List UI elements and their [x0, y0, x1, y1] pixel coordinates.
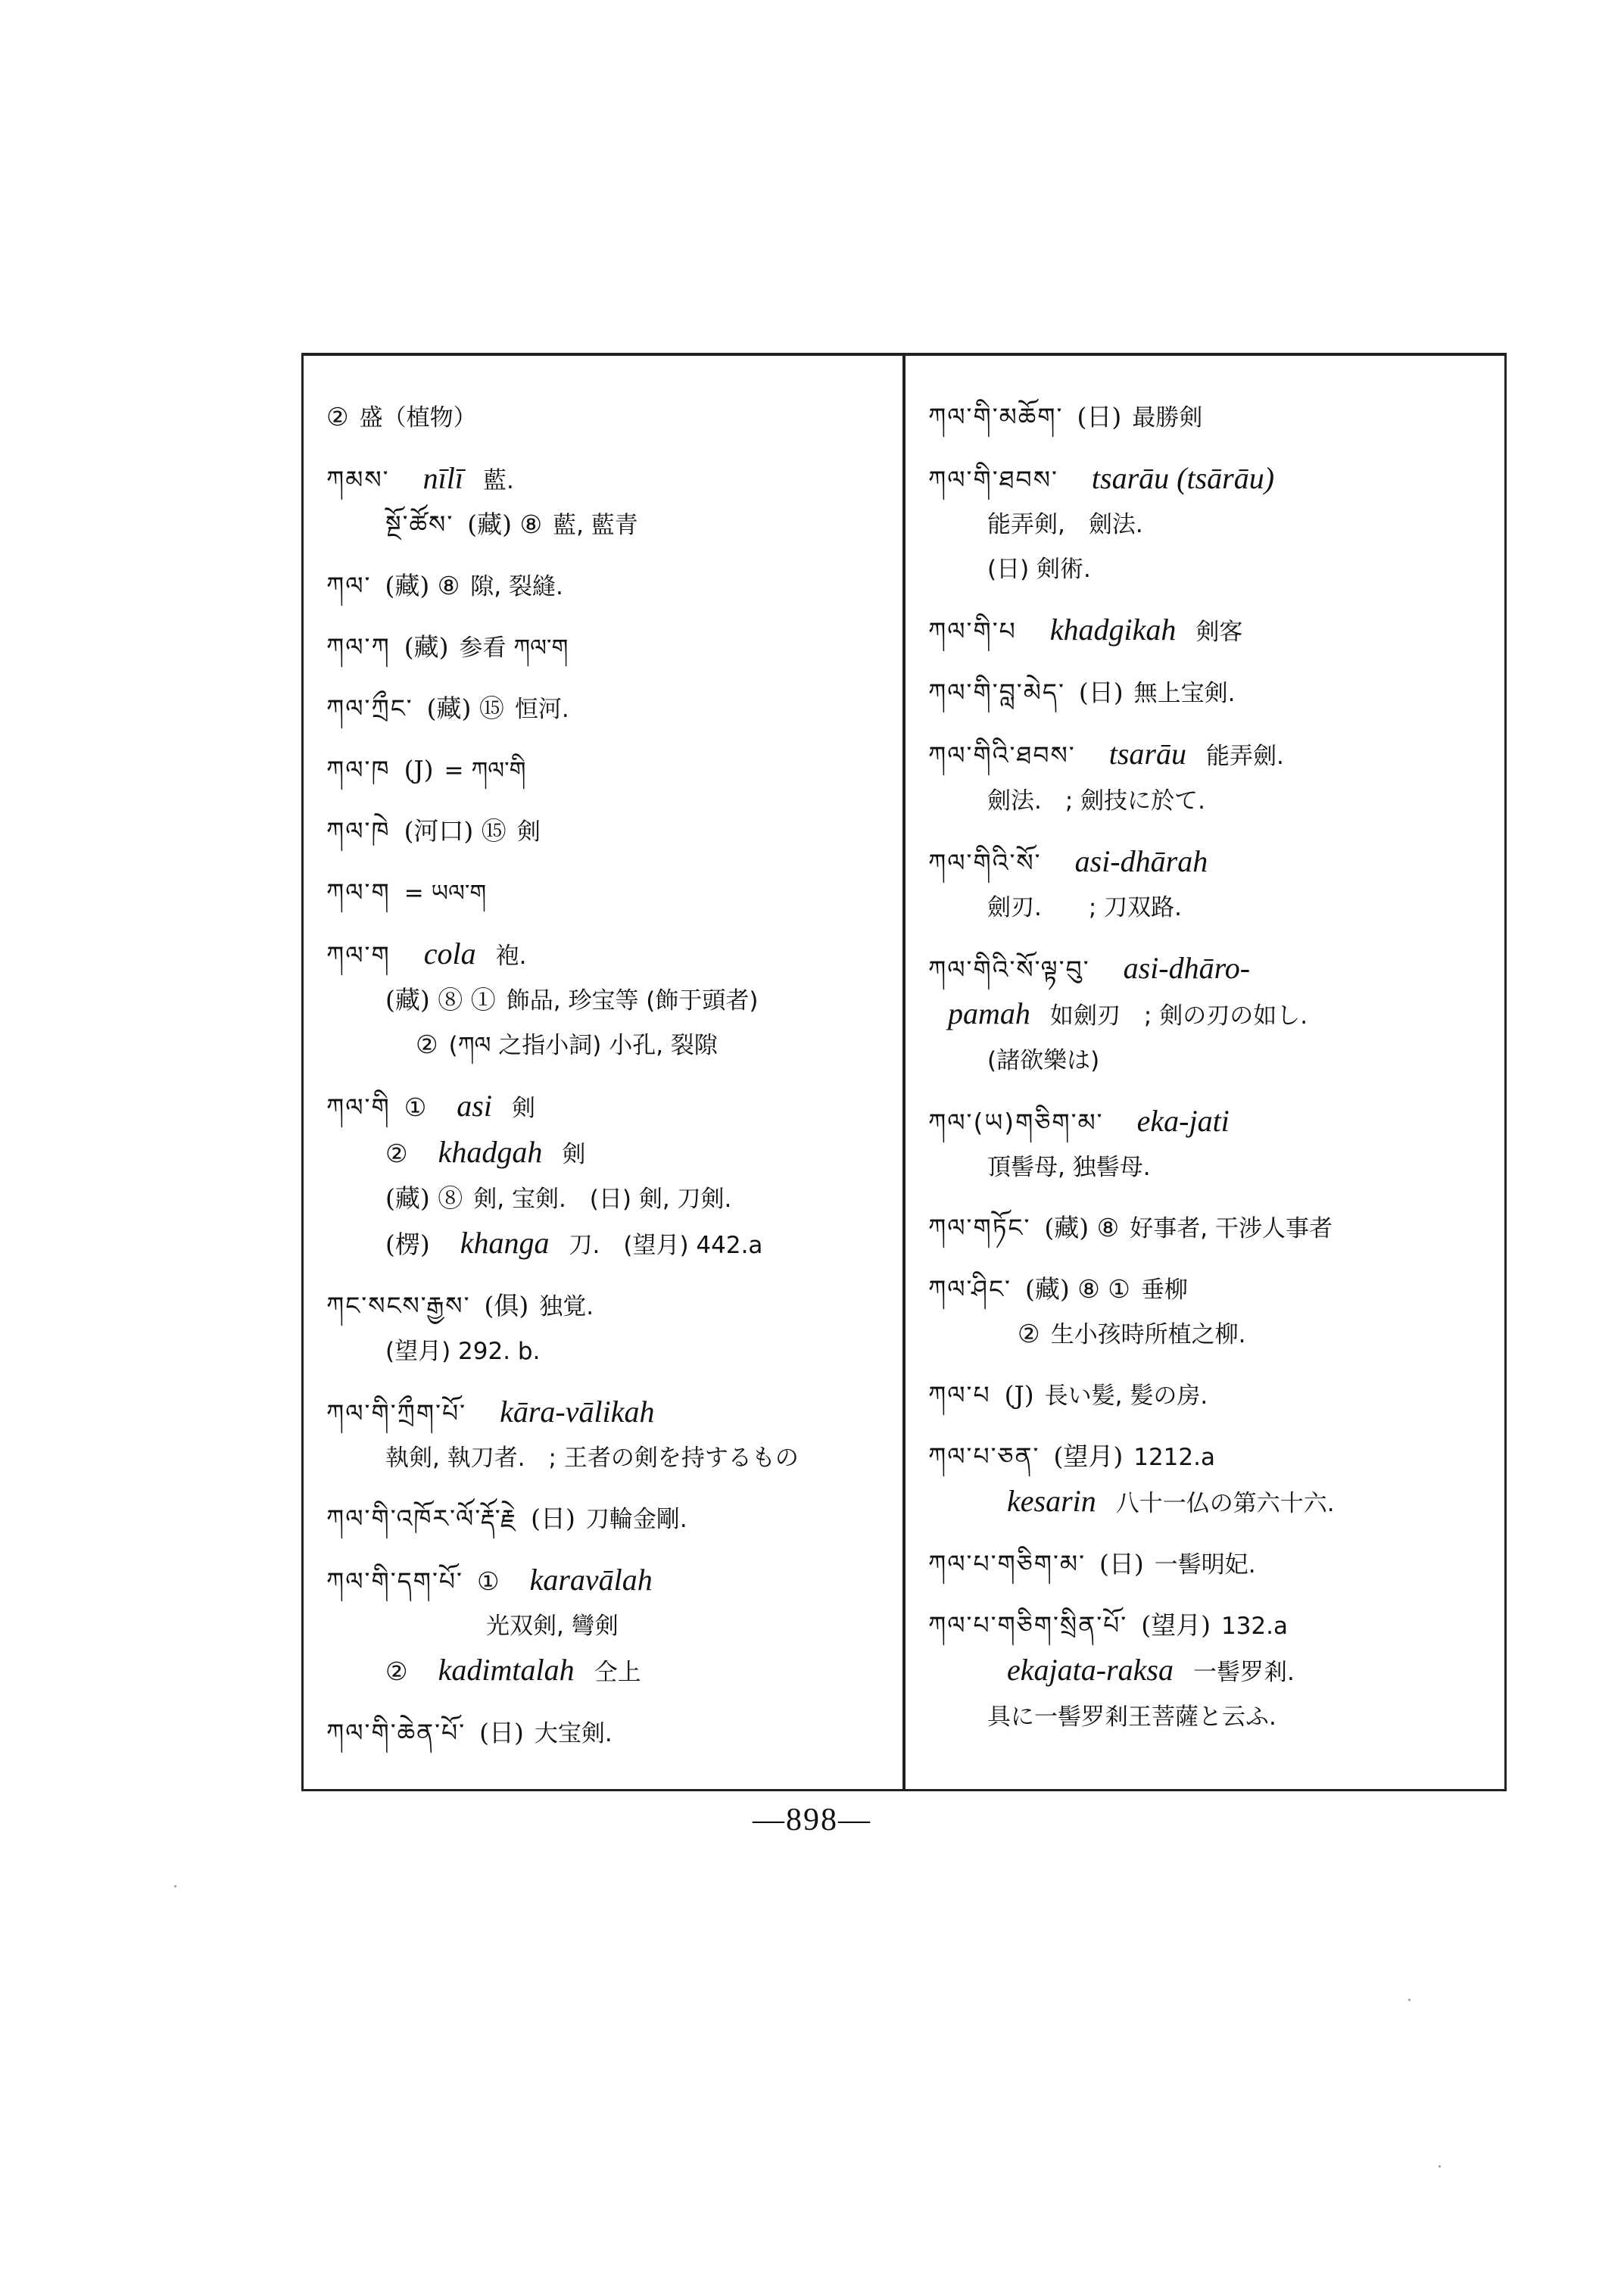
headword-tibetan: ཀལ་གི་ཐབས་	[928, 465, 1058, 494]
sanskrit-romanization: asi-dhāro-	[1123, 951, 1251, 985]
page-number: —898—	[753, 1803, 871, 1837]
sanskrit-romanization: ekajata-raksa	[1007, 1653, 1174, 1687]
entry-line	[928, 1542, 1488, 1587]
source-marker: (藏) ⑧	[385, 571, 460, 600]
headword-tibetan: སྔོ་ཚོས་	[385, 510, 454, 539]
entry-line	[928, 1267, 1488, 1312]
headword-tibetan: ཀལ་ཤིང་	[928, 1274, 1011, 1304]
dictionary-entry	[928, 1542, 1488, 1587]
source-marker: (日)	[1099, 1549, 1144, 1579]
entry-line	[326, 1130, 886, 1177]
headword-tibetan: ཀལ་གིའི་སོ་	[928, 848, 1042, 877]
dictionary-entry	[326, 625, 886, 670]
entry-line	[928, 1435, 1488, 1479]
gloss-text: 恒河.	[514, 696, 569, 723]
dictionary-entry	[326, 932, 886, 1068]
dictionary-entry	[326, 395, 886, 440]
gloss-text: 袍.	[495, 943, 527, 970]
sanskrit-romanization: cola	[423, 937, 476, 971]
entry-line	[928, 946, 1488, 992]
gloss-text: 頂髻母, 独髻母.	[987, 1154, 1151, 1181]
dictionary-entry	[928, 840, 1488, 930]
gloss-text: 飾品, 珍宝等 (飾于頭者)	[506, 987, 759, 1015]
gloss-text: = ཡལ་ག	[404, 880, 487, 907]
gloss-text: 能弄劍.	[1205, 743, 1284, 770]
entry-line	[326, 871, 886, 915]
source-marker: ②	[385, 1657, 408, 1686]
source-marker: (藏) ⑧	[385, 1183, 463, 1213]
dictionary-entry	[928, 1206, 1488, 1251]
entry-line	[326, 1558, 886, 1604]
entry-line	[928, 547, 1488, 591]
headword-tibetan: ཀལ་གི་ཆེན་པོ་	[326, 1718, 466, 1747]
entry-line	[928, 1373, 1488, 1418]
headword-tibetan: ཀལ་པ་གཅིག་སྲིན་པོ་	[928, 1610, 1128, 1640]
gloss-text: 剣客	[1195, 619, 1243, 646]
entry-line	[326, 564, 886, 609]
dictionary-entry	[326, 1284, 886, 1373]
entry-line	[326, 1648, 886, 1694]
source-marker: (日)	[1078, 678, 1124, 707]
source-marker: (藏) ⑧	[1044, 1213, 1120, 1242]
gloss-text: 好事者, 干涉人事者	[1130, 1215, 1333, 1242]
dictionary-entry	[928, 1267, 1488, 1357]
gloss-text: 参看 ཀལ་ག	[459, 634, 569, 662]
source-marker: (望月)	[1141, 1610, 1211, 1640]
dictionary-entry	[326, 1390, 886, 1480]
scan-speck	[1408, 1999, 1410, 2001]
entry-line	[928, 1479, 1488, 1526]
source-marker: ②	[385, 1139, 408, 1168]
dictionary-entry	[928, 457, 1488, 591]
dictionary-entry	[928, 671, 1488, 715]
entry-line	[326, 1329, 886, 1373]
entry-line	[326, 1221, 886, 1267]
dictionary-entry	[326, 1711, 886, 1756]
gloss-text: 剣, 宝剣. (日) 剣, 刀剣.	[473, 1186, 732, 1213]
entry-line	[326, 932, 886, 978]
entry-line	[326, 1604, 886, 1648]
sanskrit-romanization: tsarāu	[1108, 737, 1186, 771]
dictionary-page-frame	[301, 353, 1507, 1791]
source-marker: ①	[404, 1092, 427, 1122]
headword-tibetan: ཀལ་ཁ	[326, 755, 391, 784]
headword-tibetan: ཀང་སངས་རྒྱས་	[326, 1291, 471, 1320]
dictionary-entry	[326, 687, 886, 731]
gloss-text: 刀. (望月) 442.a	[569, 1232, 763, 1259]
gloss-text: 藍, 藍青	[553, 512, 638, 539]
gloss-text: 執剣, 執刀者. ; 王者の剣を持するもの	[385, 1445, 799, 1472]
source-marker: ②	[1018, 1319, 1040, 1348]
dictionary-entry	[326, 809, 886, 854]
source-marker: (藏) ⑧	[467, 510, 543, 539]
sanskrit-romanization: khanga	[460, 1226, 550, 1260]
sanskrit-romanization: asi	[457, 1089, 492, 1123]
sanskrit-romanization: tsarāu (tsārāu)	[1091, 461, 1275, 495]
dictionary-entry	[326, 748, 886, 793]
entry-line	[928, 671, 1488, 715]
gloss-text: 一髻明妃.	[1154, 1551, 1256, 1579]
gloss-text: 仝上	[594, 1659, 641, 1686]
gloss-text: 剣	[511, 1095, 535, 1122]
gloss-text: 大宝剣.	[534, 1720, 613, 1747]
gloss-text: 八十一仏の第六十六.	[1115, 1490, 1335, 1517]
dictionary-entry	[928, 946, 1488, 1083]
sanskrit-romanization: khadgikah	[1049, 612, 1177, 647]
headword-tibetan: ཀལ་པ	[928, 1380, 991, 1410]
source-marker: (J)	[1004, 1380, 1034, 1410]
headword-tibetan: ཀལ་གི་དག་པོ་	[326, 1566, 463, 1596]
entry-line	[326, 1084, 886, 1130]
headword-tibetan: ཀལ་གིའི་སོ་ལྟ་བུ་	[928, 955, 1090, 984]
source-marker: (藏) ⑧ ①	[1024, 1274, 1130, 1304]
dictionary-entry	[928, 608, 1488, 654]
sanskrit-romanization: khadgah	[438, 1135, 543, 1169]
entry-line	[928, 1648, 1488, 1694]
source-marker: ②	[416, 1030, 438, 1059]
source-marker: (日)	[531, 1504, 575, 1533]
gloss-text: (日) 剣術.	[987, 556, 1091, 583]
sanskrit-romanization: kadimtalah	[438, 1653, 575, 1687]
gloss-text: 一髻罗剎.	[1192, 1659, 1295, 1686]
gloss-text: 垂柳	[1140, 1276, 1188, 1304]
entry-line	[928, 992, 1488, 1038]
entry-line	[326, 809, 886, 854]
sanskrit-romanization: asi-dhārah	[1074, 844, 1208, 878]
entry-line	[928, 840, 1488, 885]
headword-tibetan: ཀམས་	[326, 465, 390, 494]
source-marker: (日)	[479, 1718, 524, 1747]
gloss-text: 能弄剣, 劍法.	[987, 511, 1143, 538]
headword-tibetan: ཀལ་པ་གཅིག་མ་	[928, 1549, 1086, 1579]
headword-tibetan: ཀལ་(ཡ)གཅིག་མ་	[928, 1108, 1104, 1137]
source-marker: (俱)	[484, 1291, 529, 1320]
dictionary-entry	[326, 871, 886, 915]
entry-line	[326, 457, 886, 503]
source-marker: (日)	[1077, 402, 1122, 432]
gloss-text: 生小孩時所植之柳.	[1050, 1321, 1246, 1348]
gloss-text: (望月) 292. b.	[385, 1338, 541, 1365]
gloss-text: 剣	[516, 818, 541, 846]
entry-line	[928, 1099, 1488, 1145]
headword-tibetan: ཀལ་གཏོང་	[928, 1213, 1031, 1242]
entry-line	[326, 1711, 886, 1756]
entry-line	[928, 1694, 1488, 1739]
right-column	[902, 356, 1504, 1789]
entry-line	[326, 978, 886, 1023]
dictionary-entry	[928, 395, 1488, 440]
sanskrit-romanization: kāra-vālikah	[500, 1395, 655, 1429]
gloss-text: (ཀལ 之指小詞) 小孔, 裂隙	[448, 1032, 718, 1059]
headword-tibetan: ཀལ་གི་བླ་མེད་	[928, 678, 1065, 707]
gloss-text: 光双剣, 彎剣	[416, 1613, 619, 1640]
scan-speck	[174, 1885, 176, 1887]
dictionary-entry	[928, 1099, 1488, 1189]
headword-tibetan: ཀལ་གི	[326, 1092, 391, 1122]
gloss-text: 刀輪金剛.	[585, 1506, 687, 1533]
headword-tibetan: ཀལ་གི་འཁོར་ལོ་རྡོ་རྗེ	[326, 1504, 518, 1533]
left-column	[304, 356, 902, 1789]
dictionary-entry	[928, 732, 1488, 823]
scan-speck	[1439, 2165, 1441, 2168]
gloss-text: = ཀལ་གི	[444, 757, 526, 784]
dictionary-entry	[326, 1497, 886, 1541]
headword-tibetan: ཀལ་པ་ཅན་	[928, 1442, 1040, 1471]
sanskrit-romanization: kesarin	[1007, 1484, 1096, 1518]
source-marker: (藏) ⑮	[426, 693, 504, 723]
dictionary-entry	[326, 1084, 886, 1267]
entry-line	[326, 1497, 886, 1541]
sanskrit-romanization: pamah	[948, 996, 1030, 1030]
headword-tibetan: ཀལ་གི་ཀྲྀག་པོ་	[326, 1398, 467, 1428]
entry-line	[928, 885, 1488, 930]
entry-line	[928, 1038, 1488, 1083]
gloss-text: 長い髪, 髪の房.	[1044, 1382, 1208, 1410]
entry-line	[928, 395, 1488, 440]
entry-line	[326, 1023, 886, 1068]
entry-line	[326, 687, 886, 731]
entry-line	[928, 502, 1488, 547]
entry-line	[326, 1177, 886, 1221]
headword-tibetan: ཀལ་གི་མཆོག་	[928, 402, 1064, 432]
gloss-text: 如劍刃 ; 剣の刃の如し.	[1049, 1002, 1308, 1030]
gloss-text: 132.a	[1220, 1613, 1289, 1640]
entry-line	[326, 1435, 886, 1480]
gloss-text: 1212.a	[1133, 1444, 1215, 1471]
source-marker: (楞)	[385, 1230, 430, 1259]
headword-tibetan: ཀལ་ག	[326, 940, 391, 970]
gloss-text: (諸欲樂は)	[987, 1047, 1100, 1074]
dictionary-entry	[326, 564, 886, 609]
gloss-text: 劍刃. ; 刀双路.	[987, 894, 1183, 921]
entry-line	[928, 608, 1488, 654]
headword-tibetan: ཀལ་ཀ	[326, 632, 391, 662]
gloss-text: 盛（植物）	[359, 404, 477, 432]
entry-line	[928, 457, 1488, 502]
dictionary-entry	[928, 1373, 1488, 1418]
dictionary-entry	[326, 1558, 886, 1694]
entry-line	[928, 1206, 1488, 1251]
source-marker: (望月)	[1053, 1442, 1124, 1471]
gloss-text: 剣	[562, 1141, 586, 1168]
source-marker: (藏) ⑧ ①	[385, 985, 496, 1015]
gloss-text: 藍.	[482, 467, 514, 494]
dictionary-entry	[928, 1435, 1488, 1526]
entry-line	[928, 1604, 1488, 1648]
entry-line	[326, 503, 886, 547]
source-marker: (J)	[404, 755, 434, 784]
source-marker: ①	[476, 1566, 500, 1596]
entry-line	[326, 395, 886, 440]
source-marker: (藏)	[404, 632, 449, 662]
sanskrit-romanization: karavālah	[529, 1563, 653, 1597]
dictionary-entry	[928, 1604, 1488, 1739]
gloss-text: 隙, 裂縫.	[470, 573, 563, 600]
headword-tibetan: ཀལ་གིའི་ཐབས་	[928, 740, 1076, 770]
entry-line	[928, 732, 1488, 778]
gloss-text: 具に一髻罗剎王菩薩と云ふ.	[987, 1703, 1276, 1731]
sanskrit-romanization: nīlī	[422, 461, 463, 495]
gloss-text: 最勝剣	[1132, 404, 1203, 432]
source-marker: (河口) ⑮	[404, 816, 507, 846]
headword-tibetan: ཀལ་ཁེ	[326, 816, 391, 846]
entry-line	[326, 625, 886, 670]
entry-line	[326, 1390, 886, 1435]
dictionary-entry	[326, 457, 886, 547]
headword-tibetan: ཀལ་ཀྲྀང་	[326, 693, 413, 723]
headword-tibetan: ཀལ་ག	[326, 877, 391, 907]
entry-line	[928, 1145, 1488, 1189]
headword-tibetan: ཀལ་	[326, 571, 372, 600]
headword-tibetan: ཀལ་གི་པ	[928, 616, 1017, 646]
source-marker: ②	[326, 402, 349, 432]
gloss-text: 無上宝剣.	[1133, 680, 1236, 707]
entry-line	[928, 1312, 1488, 1357]
entry-line	[928, 778, 1488, 823]
entry-line	[326, 1284, 886, 1329]
gloss-text: 独覚.	[539, 1293, 594, 1320]
entry-line	[326, 748, 886, 793]
sanskrit-romanization: eka-jati	[1136, 1104, 1230, 1138]
gloss-text: 劍法. ; 劍技に於て.	[987, 787, 1206, 815]
